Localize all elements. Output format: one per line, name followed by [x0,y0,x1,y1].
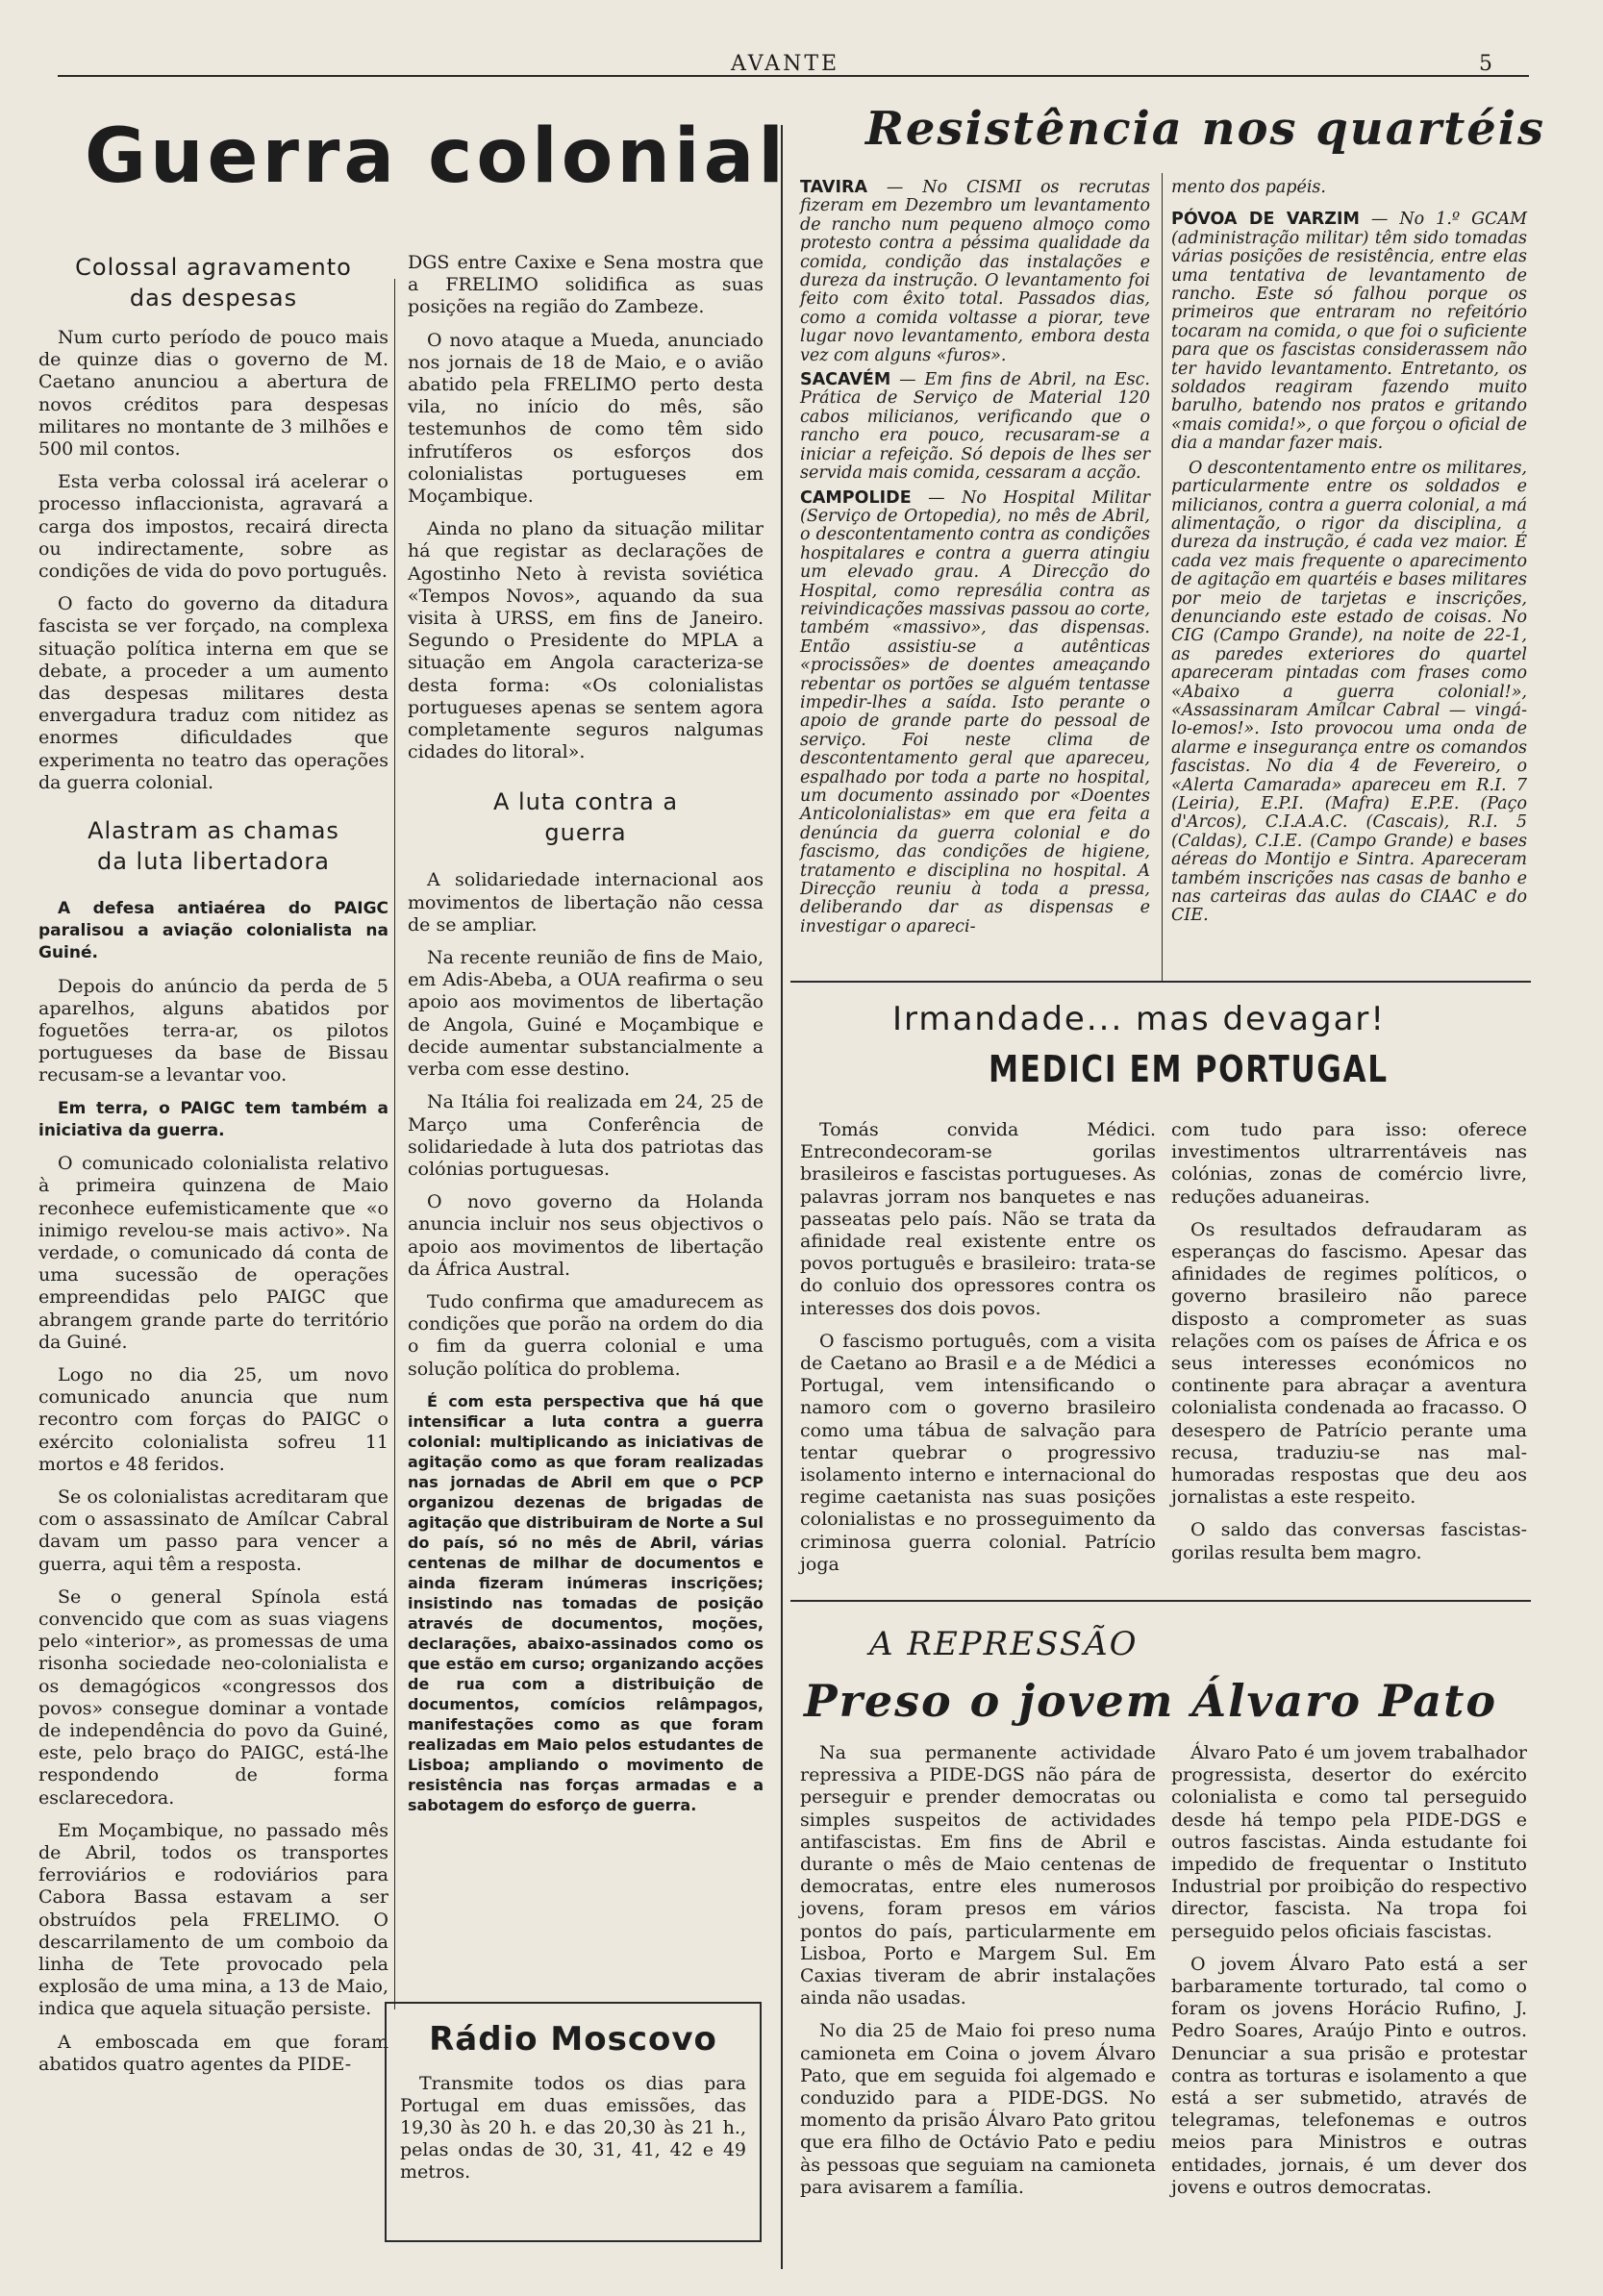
resistencia-bottom-rule [790,981,1531,983]
resistencia-item [1171,211,1527,453]
repressao-paragraph: Na sua permanente actividade repressiva a PIDE-DGS não pára de perseguir e prender democratas ou simples suspeitos de actividades antifascistas. Em fins de Abril e durante o mês de Maio centenas de democratas, entre eles numerosos jovens, foram presos em vários pontos do país, particularmente em Lisboa, Porto e Margem Sul. Em Caxias tiveram de abrir instalações ainda não usadas. [800,1742,1156,2009]
guerra-title: Guerra colonial [85,113,788,200]
column-divider-right [1162,173,1163,981]
repressao-kicker: A REPRESSÃO [869,1625,1139,1663]
guerra-paragraph: A solidariedade internacional aos movimentos de libertação não cessa de se ampliar. [408,869,764,936]
guerra-paragraph: A emboscada em que foram abatidos quatro agentes da PIDE- [38,2031,388,2075]
guerra-paragraph: Em Moçambique, no passado mês de Abril, todos os transportes ferroviários e rodoviários para Cabora Bassa estavam a ser obstruídos pela FRELIMO. O descarrilamento de um comboio da linha de Tete provocado pela explosão de uma mina, a 13 de Maio, indica que aquela situação persiste. [38,1819,388,2020]
radio-text: Transmite todos os dias para Portugal em duas emissões, das 19,30 às 20 h. e das 20,30 às 21 h., pelas ondas de 30, 31, 41, 42 e 49 metros. [400,2073,746,2183]
repressao-paragraph: Álvaro Pato é um jovem trabalhador progressista, desertor do exército colonialista e como tal perseguido desde há tempo pela PIDE-DGS e outros fascistas. Ainda estudante foi impedido de frequentar o Instituto Industrial por proibição do respectivo director, fascista. Na tropa foi perseguido pelos oficiais fascistas. [1171,1742,1527,1942]
guerra-paragraph: Se os colonialistas acreditaram que com o assassinato de Amílcar Cabral davam um passo para vencer a guerra, aqui têm a resposta. [38,1485,388,1575]
resistencia-item [1171,179,1527,197]
resistencia-item [800,371,1150,483]
repressao-paragraph: O jovem Álvaro Pato está a ser barbaramente torturado, tal como o foram os jovens Horácio Rufino, J. Pedro Soares, Araújo Pinto e outros. Denunciar a sua prisão e protestar contra as torturas e isolamento a que está a ser submetido, através de telegramas, telefonemas e outros meios para Ministros e outras entidades, jornais, é um dever dos jovens e outros democratas. [1171,1953,1527,2198]
resistencia-text: — No Hospital Militar (Serviço de Ortopedia), no mês de Abril, o descontentamento contra as condições hospitalares e contra a guerra atingiu um elevado grau. A Direcção do Hospital, como represália contra as reivindicações massivas passou ao corte, também «massivo», das dispensas. Então assistiu-se a autênticas «procissões» de doentes ameaçando rebentar os portões se alguém tentasse impedir-lhes a saída. Isto perante o apoio de grande parte do pessoal de serviço. Foi neste clima de descontentamento geral que apareceu, espalhado por toda a parte no hospital, um documento assinado por «Doentes Anticolonialistas» em que era feita a denúncia da guerra colonial e do fascismo, das condições de higiene, tratamento e disciplina no hospital. A Direcção reuniu à toda a pressa, deliberando dar as dispensas e investigar o apareci- [800,487,1150,936]
repressao-column-right [1171,1742,1527,2209]
guerra-subheading-1: Colossal agravamento das despesas [75,254,352,312]
medici-title: MEDICI EM PORTUGAL [989,1048,1389,1090]
medici-paragraph: O fascismo português, com a visita de Caetano ao Brasil e a de Médici a Portugal, vem intensificando o namoro com o governo brasileiro como uma tábua de salvação para tentar quebrar o progressivo isolamento interno e internacional do regime caetanista nas suas posições colonialistas e no prosseguimento da criminosa guerra colonial. Patrício joga [800,1330,1156,1575]
guerra-paragraph: Se o general Spínola está convencido que com as suas viagens pelo «interior», as promessas de uma risonha sociedade neo-colonialista e os demagógicos «congressos dos povos» consegue dominar a vontade de independência do povo da Guiné, este, pelo braço do PAIGC, está-lhe respondendo de forma esclarecedora. [38,1585,388,1809]
medici-bottom-rule [790,1600,1531,1602]
resistencia-item [800,489,1150,937]
resistencia-text: mento dos papéis. [1171,178,1326,197]
guerra-lead-paragraph: A defesa antiaérea do PAIGC paralisou a aviação colonialista na Guiné. [38,899,388,963]
medici-column-left [800,1119,1156,1586]
resistencia-place: CAMPOLIDE [800,487,912,508]
resistencia-item [800,179,1150,365]
masthead-name: AVANTE [731,52,840,76]
resistencia-column-right [1171,179,1527,932]
radio-moscovo-box [385,2002,762,2242]
guerra-paragraph: Logo no dia 25, um novo comunicado anuncia que num recontro com forças do PAIGC o exército colonialista sofreu 11 mortos e 48 feridos. [38,1363,388,1475]
repressao-paragraph: No dia 25 de Maio foi preso numa camioneta em Coina o jovem Álvaro Pato, que em seguida foi algemado e conduzido para a PIDE-DGS. No momento da prisão Álvaro Pato gritou que era filho de Octávio Pato e pediu às pessoas que seguiam na camioneta para avisarem a família. [800,2020,1156,2198]
resistencia-place: TAVIRA [800,178,868,197]
guerra-paragraph: Esta verba colossal irá acelerar o processo inflaccionista, agravará a carga dos impostos, recairá directa ou indirectamente, sobre as condições de vida do povo português. [38,471,388,583]
resistencia-column-left [800,179,1150,942]
resistencia-text: — Em fins de Abril, na Esc. Prática de Serviço de Material 120 cabos milicianos, verificando que o rancho era pouco, recusaram-se a iniciar a refeição. Só depois de lhes ser servida mais comida, cessaram a acção. [800,370,1150,484]
guerra-paragraph: O novo ataque a Mueda, anunciado nos jornais de 18 de Maio, e o avião abatido pela FRELIMO perto desta vila, no início do mês, são testemunhos de como têm sido infrutíferos os esforços dos colonialistas portugueses em Moçambique. [408,329,764,508]
guerra-lead-paragraph: Em terra, o PAIGC tem também a iniciativa da guerra. [38,1098,388,1140]
repressao-column-left [800,1742,1156,2209]
guerra-subheading-3: A luta contra a guerra [492,788,679,847]
page-number: 5 [1479,52,1492,76]
guerra-column-2 [408,252,764,1826]
medici-paragraph: Tomás convida Médici. Entrecondecoram-se gorilas brasileiros e fascistas portugueses. As palavras jorram nos banquetes e nas passeatas pelo país. Não se trata da afinidade real existente entre os povos português e brasileiro: trata-se do conluio dos opressores contra os interesses dos dois povos. [800,1119,1156,1319]
repressao-title: Preso o jovem Álvaro Pato [804,1675,1498,1727]
medici-paragraph: Os resultados defraudaram as esperanças do fascismo. Apesar das afinidades de regimes políticos, o governo brasileiro não parece disposto a comprometer as suas relações com os países de África e os seus interesses económicos no continente para abraçar a aventura colonialista condenada ao fracasso. O desespero de Patrício perante uma recusa, traduziu-se nas mal-humoradas respostas que deu aos jornalistas a este respeito. [1171,1218,1527,1509]
guerra-paragraph: Na Itália foi realizada em 24, 25 de Março uma Conferência de solidariedade à luta dos patriotas das colónias portuguesas. [408,1091,764,1180]
guerra-paragraph: O novo governo da Holanda anuncia incluir nos seus objectivos o apoio aos movimentos de libertação da África Austral. [408,1191,764,1280]
resistencia-title: Resistência nos quartéis [865,102,1546,156]
medici-paragraph: com tudo para isso: oferece investimentos ultrarrentáveis nas colónias, zonas de comércio livre, reduções aduaneiras. [1171,1119,1527,1208]
resistencia-place: PÓVOA DE VARZIM [1171,210,1360,230]
guerra-paragraph: Depois do anúncio da perda de 5 aparelhos, alguns abatidos por foguetões terra-ar, os pilotos portugueses da base de Bissau recusam-se a levantar voo. [38,975,388,1086]
guerra-paragraph: Ainda no plano da situação militar há que registar as declarações de Agostinho Neto à revista soviética «Tempos Novos», aquando da sua visita à URSS, em fins de Janeiro. Segundo o Presidente do MPLA a situação em Angola caracteriza-se desta forma: «Os colonialistas portugueses apenas se sentem agora completamente seguros nalgumas cidades do litoral». [408,518,764,763]
guerra-paragraph: O comunicado colonialista relativo à primeira quinzena de Maio reconhece eufemisticamente que «o inimigo revelou-se mais activo». Na verdade, o comunicado dá conta de uma sucessão de operações empreendidas pelo PAIGC que abrangem grande parte do território da Guiné. [38,1153,388,1353]
medici-kicker: Irmandade... mas devagar! [892,1000,1387,1038]
resistencia-place: SACAVÉM [800,370,891,390]
guerra-subheading-2: Alastram as chamas da luta libertadora [88,817,339,876]
medici-column-right [1171,1119,1527,1575]
guerra-paragraph: DGS entre Caxixe e Sena mostra que a FRELIMO solidifica as suas posições na região do Zambeze. [408,252,764,318]
guerra-paragraph: Tudo confirma que amadurecem as condições que porão na ordem do dia o fim da guerra colonial e uma solução política do problema. [408,1290,764,1380]
guerra-paragraph: Na recente reunião de fins de Maio, em Adis-Abeba, a OUA reafirma o seu apoio aos movimentos de libertação de Angola, Guiné e Moçambique e decide aumentar substancialmente a verba com esse destino. [408,947,764,1081]
resistencia-item [1171,460,1527,926]
resistencia-text: — No CISMI os recrutas fizeram em Dezembro um levantamento de rancho num pequeno almoço como protesto contra a péssima qualidade da comida, condição das instalações e dureza da instrução. O levantamento foi feito com êxito total. Passados dias, como a comida voltasse a piorar, teve lugar novo levantamento, embora desta vez com alguns «furos». [800,178,1150,365]
resistencia-text: O descontentamento entre os militares, particularmente entre os soldados e milicianos, contra a guerra colonial, a má alimentação, o rigor da disciplina, a dureza da instrução, é cada vez maior. É cada vez mais frequente o aparecimento de agitação em quartéis e bases militares por meio de tarjetas e inscrições, denunciando este estado de coisas. No CIG (Campo Grande), na noite de 22-1, as paredes exteriores do quartel apareceram pintadas com frases como «Abaixo a guerra colonial!», «Assassinaram Amílcar Cabral — vingá-lo-emos!». Isto provocou uma onda de alarme e insegurança entre os comandos fascistas. No dia 4 de Fevereiro, o «Alerta Camarada» apareceu em R.I. 7 (Leiria), E.P.I. (Mafra) E.P.E. (Paço d'Arcos), C.I.A.A.C. (Cascais), R.I. 5 (Caldas), C.I.E. (Campo Grande) e bases aéreas do Montijo e Sintra. Apareceram também inscrições nas casas de banho e nas carteiras das aulas do CIAAC e do CIE. [1171,458,1527,926]
radio-title: Rádio Moscovo [429,2020,717,2059]
guerra-paragraph: Num curto período de pouco mais de quinze dias o governo de M. Caetano anunciou a abertura de novos créditos para despesas militares no montante de 3 milhões e 500 mil contos. [38,327,388,461]
guerra-paragraph-emphasis: É com esta perspectiva que há que intensificar a luta contra a guerra colonial: multiplicando as iniciativas de agitação como as que foram realizadas nas jornadas de Abril em que o PCP organizou dezenas de brigadas de agitação que distribuiram de Norte a Sul do país, só no mês de Abril, várias centenas de milhar de documentos e ainda fizeram inúmeras inscrições; insistindo nas tomadas de posição através de documentos, moções, declarações, abaixo-assinados como os que estão em curso; organizando acções de rua com a distribuição de documentos, comícios relâmpagos, manifestações como as que foram realizadas em Maio pelos estudantes de Lisboa; ampliando o movimento de resistência nas forças armadas e a sabotagem do esforço de guerra. [408,1391,764,1814]
guerra-paragraph: O facto do governo da ditadura fascista se ver forçado, na complexa situação política interna em que se debate, a proceder a um aumento das despesas militares desta envergadura traduz com nitidez as enormes dificuldades que experimenta no teatro das operações da guerra colonial. [38,593,388,793]
column-divider-left [394,279,395,2009]
guerra-column-1 [38,252,388,2086]
column-divider-center [781,125,783,2269]
medici-paragraph: O saldo das conversas fascistas-gorilas resulta bem magro. [1171,1519,1527,1563]
resistencia-text: — No 1.º GCAM (administração militar) têm sido tomadas várias posições de resistência, entre elas uma tentativa de levantamento de rancho. Este só falhou porque os primeiros que entraram no refeitório tocaram na comida, o que foi o suficiente para que os fascistas considerassem não ter havido levantamento. Entretanto, os soldados reagiram fazendo muito barulho, batendo nos pratos e gritando «mais comida!», o que forçou o oficial de dia a mandar fazer mais. [1171,210,1528,454]
